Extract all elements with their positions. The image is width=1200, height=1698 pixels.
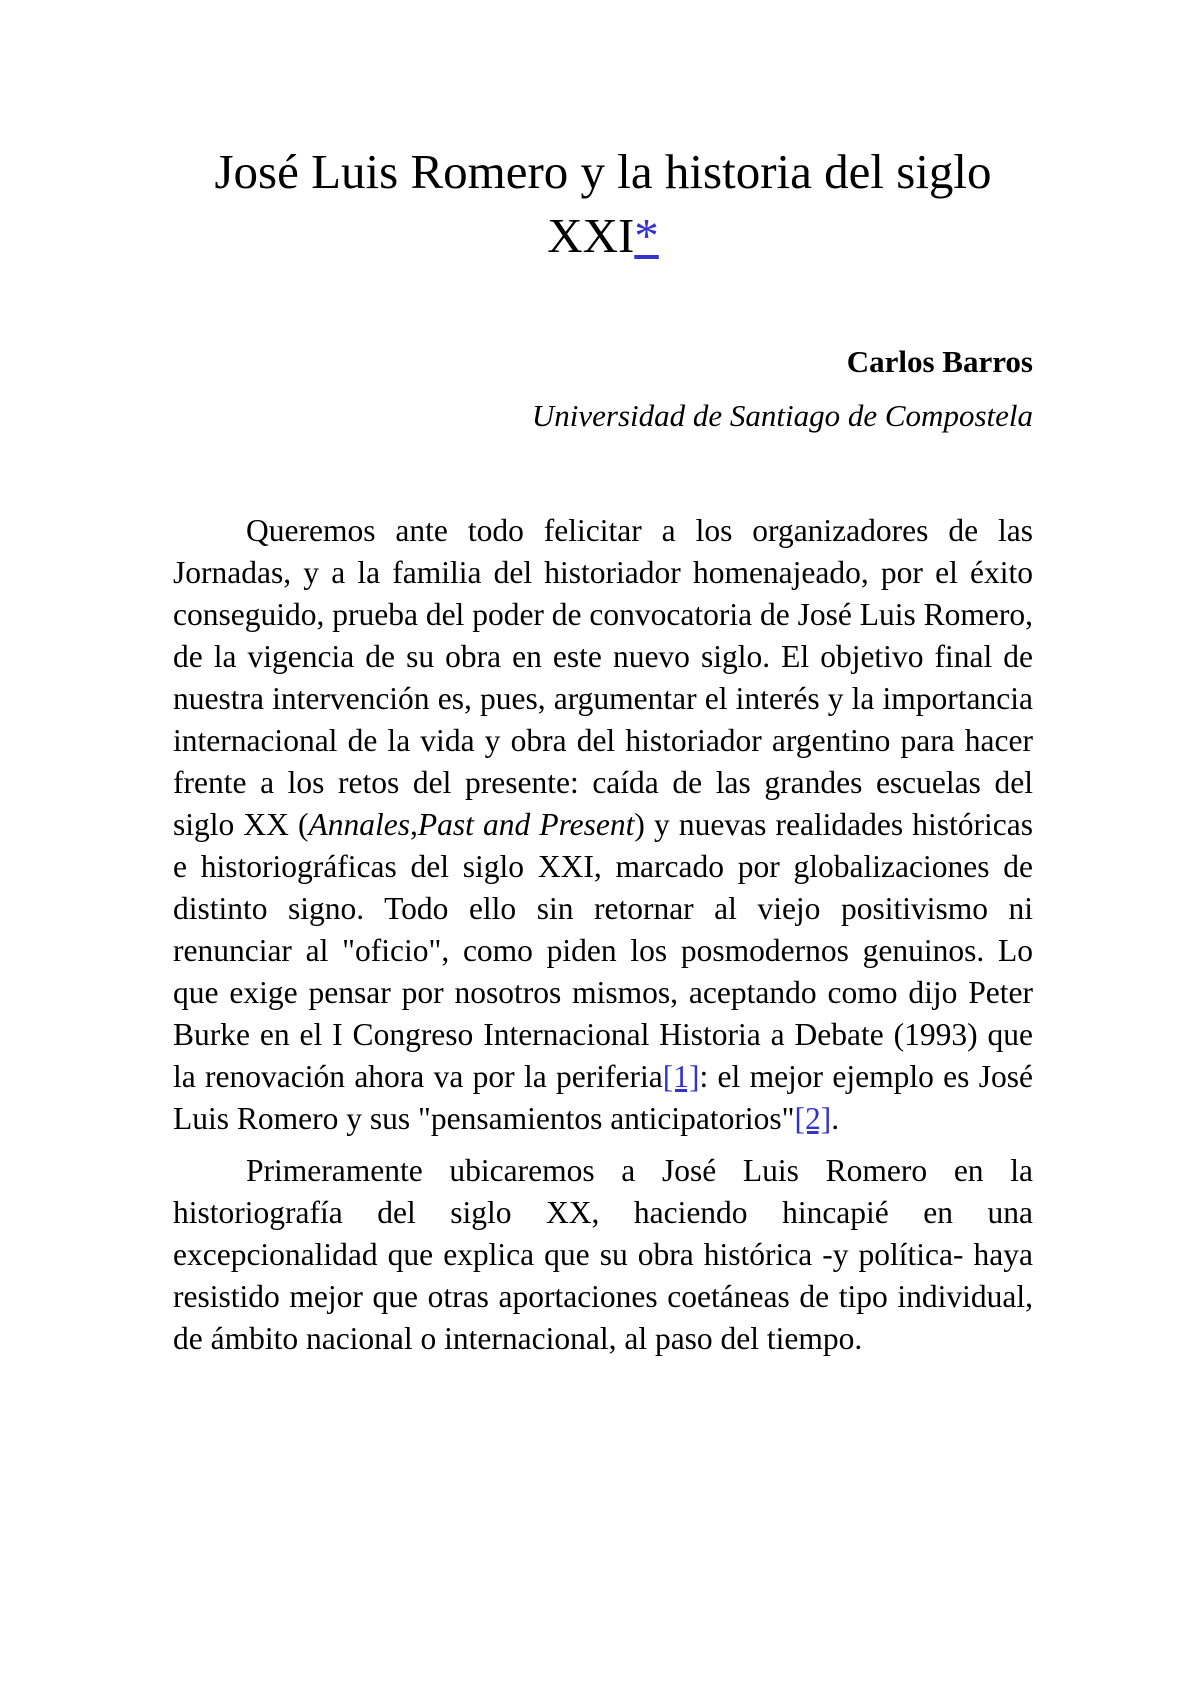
footnote-link-2[interactable]: [2] bbox=[794, 1101, 832, 1136]
body-paragraph-1 bbox=[173, 510, 1033, 1140]
document-content bbox=[173, 140, 1033, 1360]
journal-separator: , bbox=[409, 807, 418, 842]
title-footnote-link[interactable]: * bbox=[634, 208, 659, 263]
paragraph-1-text-b: ) y nuevas realidades históricas e historiográficas del siglo XXI, marcado por globalizaciones de distinto signo. Todo ello sin retornar al viejo positivismo ni renunciar al "oficio", como piden los posmodernos genuinos. Lo que exige pensar por nosotros mismos, aceptando como dijo Peter Burke en el I Congreso Internacional Historia a Debate (1993) que la renovación ahora va por la periferia bbox=[173, 807, 1033, 1094]
paragraph-1-text-a: Queremos ante todo felicitar a los organizadores de las Jornadas, y a la familia del historiador homenajeado, por el éxito conseguido, prueba del poder de convocatoria de José Luis Romero, de la vigencia de su obra en este nuevo siglo. El objetivo final de nuestra intervención es, pues, argumentar el interés y la importancia internacional de la vida y obra del historiador argentino para hacer frente a los retos del presente: caída de las grandes escuelas del siglo XX ( bbox=[173, 513, 1033, 842]
paragraph-1-text-d: . bbox=[831, 1101, 840, 1136]
author-affiliation: Universidad de Santiago de Compostela bbox=[531, 398, 1033, 433]
body-paragraph-2: Primeramente ubicaremos a José Luis Romero en la historiografía del siglo XX, haciendo hincapié en una excepcionalidad que explica que su obra histórica -y política- haya resistido mejor que otras aportaciones coetáneas de tipo individual, de ámbito nacional o internacional, al paso del tiempo. bbox=[173, 1153, 1033, 1356]
paragraph-1-text-c: : el mejor ejemplo es José Luis Romero y sus "pensamientos anticipatorios" bbox=[173, 1059, 1033, 1136]
title-text: José Luis Romero y la historia del siglo XXI bbox=[214, 144, 992, 263]
footnote-link-1[interactable]: [1] bbox=[662, 1059, 700, 1094]
page-title bbox=[173, 140, 1033, 268]
author-name: Carlos Barros bbox=[846, 344, 1033, 379]
journal-past-and-present: Past and Present bbox=[417, 807, 635, 842]
journal-annales: Annales bbox=[308, 807, 410, 842]
